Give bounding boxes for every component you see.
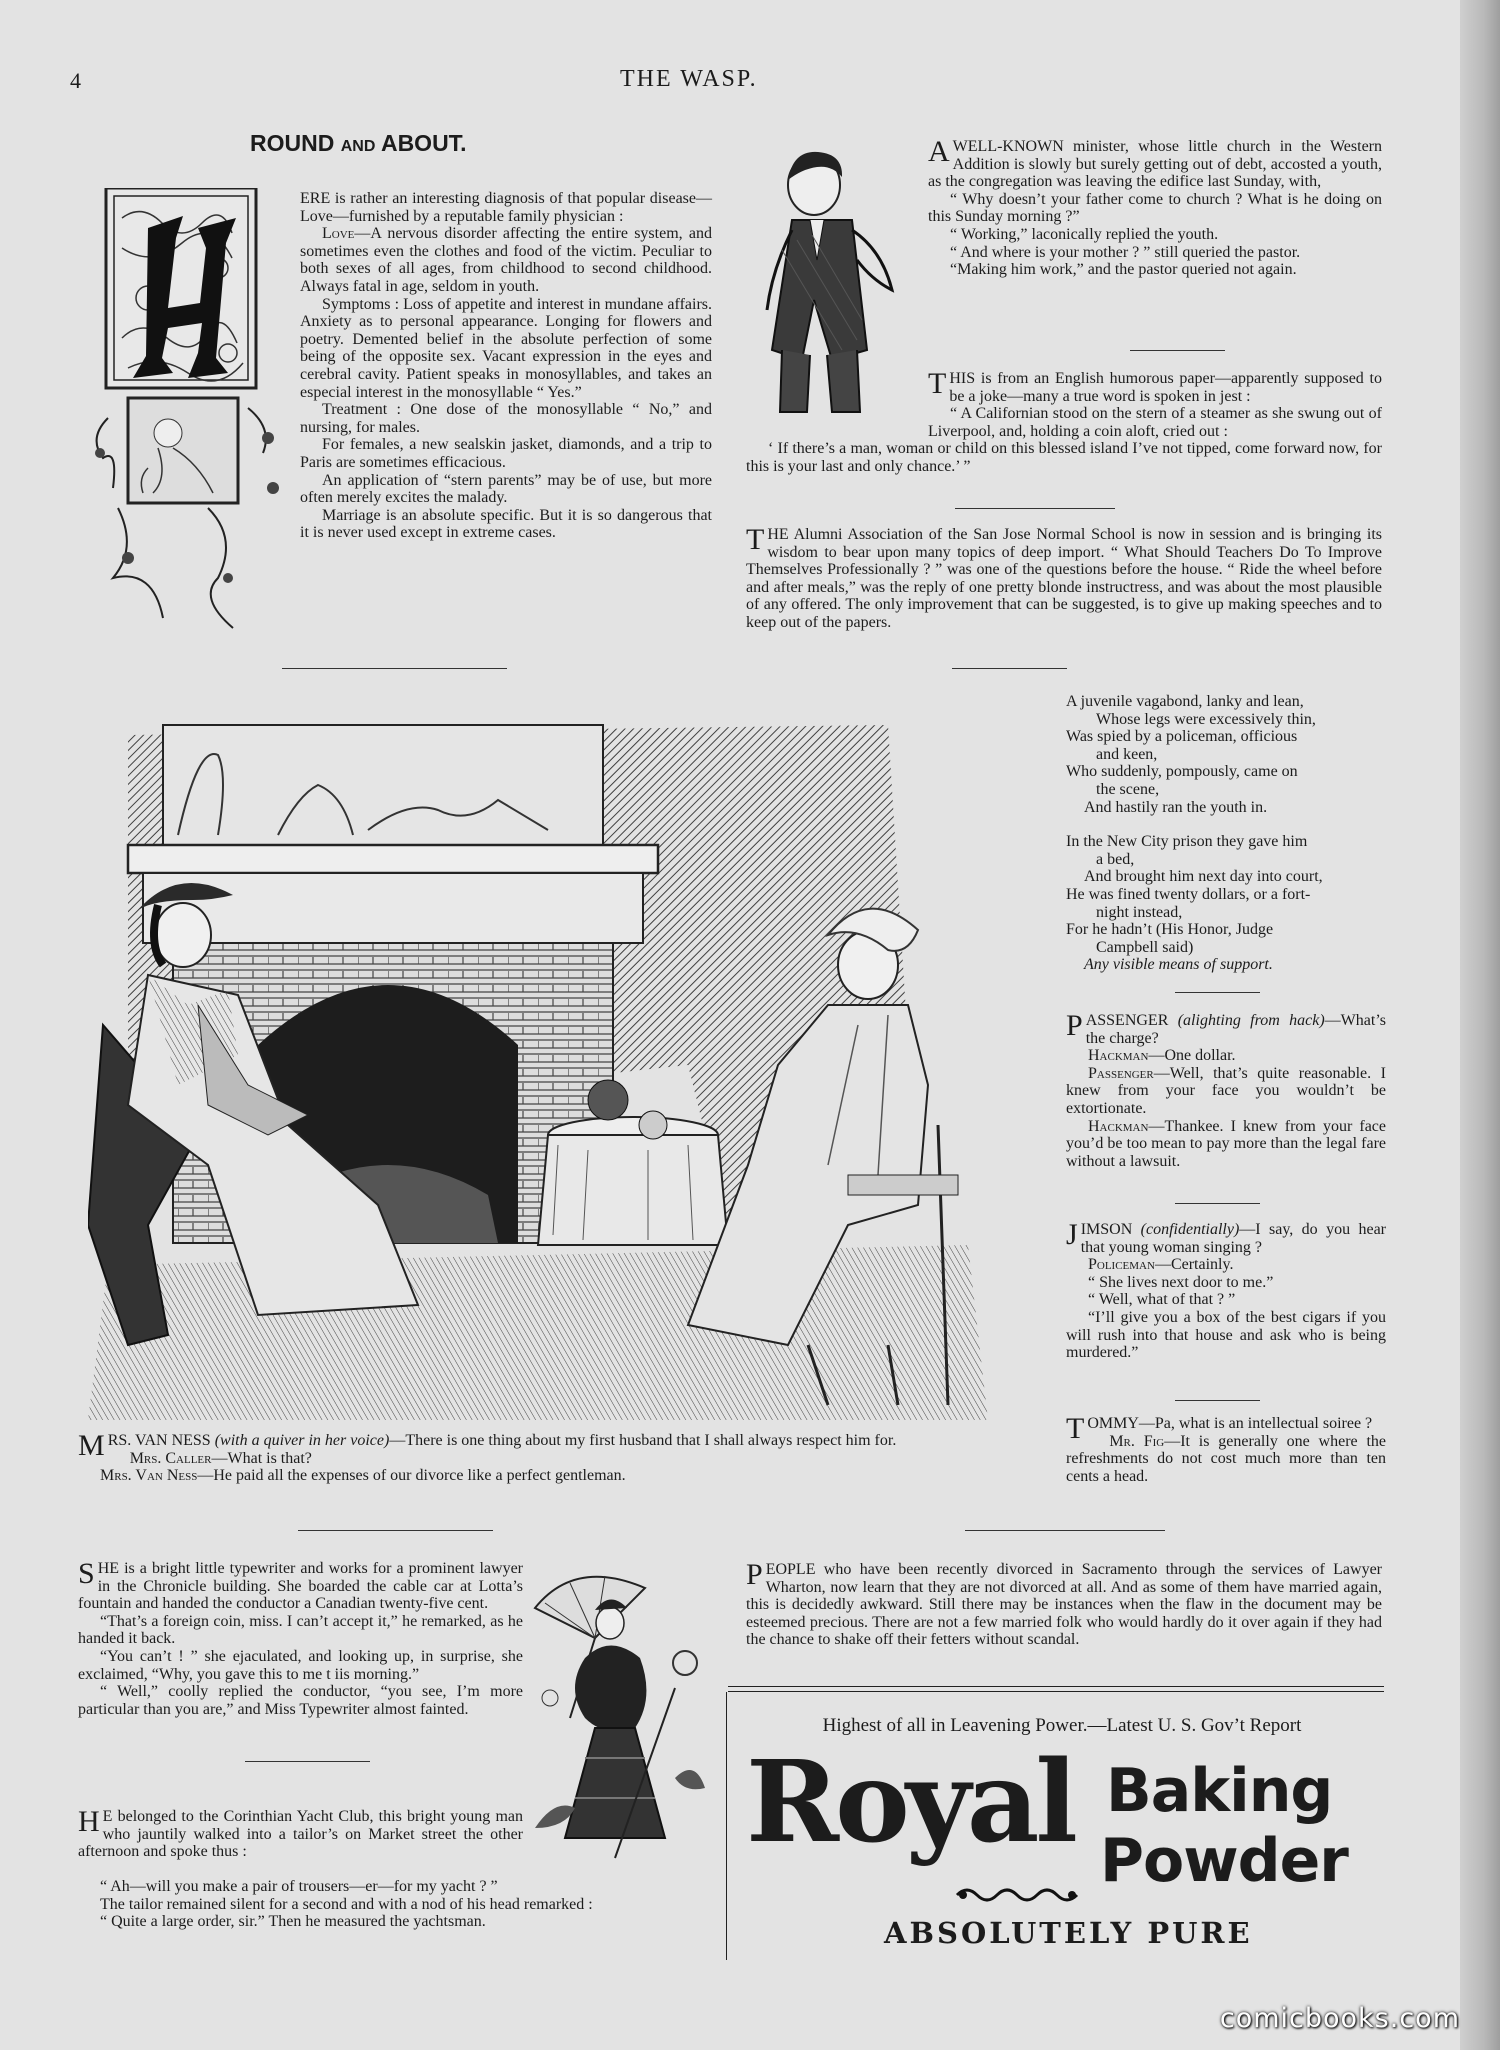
yacht-club-story bbox=[78, 1805, 523, 1861]
paragraph: “ Working,” laconically replied the youth. bbox=[950, 225, 1219, 243]
poem-line: For he hadn’t (His Honor, Judge bbox=[1066, 921, 1274, 939]
paragraph: PEOPLE who have been recently divorced in Sacramento through the services of Lawyer Wharton, now learn that they are not divorced at all. And as some of them have married again, this is decidedly awkward. Still there may be instances when the flaw in the document may be esteemed precious. There are not a few married folk who would hardly do it over again if they had the chance to shake off their fetters without scandal. bbox=[746, 1558, 1382, 1649]
section-title: ROUND AND ABOUT. bbox=[250, 130, 467, 156]
paragraph: “You can’t ! ” she ejaculated, and looking up, in surprise, she exclaimed, “Why, you gave this to me t iis morning.” bbox=[78, 1647, 523, 1683]
paragraph: Passenger—Well, that’s quite reasonable. I knew from your face you wouldn’t be extortionate. bbox=[1066, 1064, 1386, 1117]
paragraph: “ And where is your mother ? ” still queried the pastor. bbox=[950, 243, 1301, 261]
paragraph: Hackman—Thankee. I knew from your face you’d be too mean to pay more than the legal fare without a lawsuit. bbox=[1066, 1117, 1386, 1170]
poem-line: And brought him next day into court, bbox=[1084, 868, 1323, 886]
alumni-story bbox=[746, 523, 1382, 632]
divider bbox=[298, 1530, 493, 1531]
poem-line: night instead, bbox=[1096, 903, 1183, 921]
paragraph: Policeman—Certainly. bbox=[1088, 1256, 1234, 1274]
paragraph: JIMSON (confidentially)—I say, do you hear that young woman singing ? bbox=[1066, 1218, 1386, 1256]
round-and-about-text bbox=[300, 190, 712, 542]
yacht-club-story-cont bbox=[78, 1878, 713, 1931]
page-number: 4 bbox=[70, 68, 81, 93]
paragraph: “I’ll give you a box of the best cigars if you will rush into that house and ask who is being murdered.” bbox=[1066, 1308, 1386, 1362]
english-paper-story bbox=[746, 367, 1382, 476]
fireplace-parlor-illustration bbox=[88, 705, 1008, 1420]
lady-with-parasol-illustration bbox=[525, 1568, 715, 1863]
paragraph: Love—A nervous disorder affecting the entire system, and sometimes even the clothes and food of the victim. Peculiar to both sexes of all ages, from childhood to second childhood. Always fatal in age, seldom in youth. bbox=[300, 225, 712, 295]
page-edge bbox=[1460, 0, 1500, 2050]
illuminated-initial-h-icon bbox=[88, 188, 288, 638]
paragraph: “ Well, what of that ? ” bbox=[1088, 1291, 1236, 1309]
poem-line: Any visible means of support. bbox=[1084, 956, 1273, 974]
paragraph: “ Well,” coolly replied the conductor, “you see, I’m more particular than you are,” and Miss Typewriter almost fainted. bbox=[78, 1683, 523, 1718]
divider bbox=[1175, 1400, 1260, 1401]
ad-baking: Baking bbox=[1106, 1756, 1333, 1826]
typewriter-story bbox=[78, 1557, 523, 1718]
paragraph: “ Why doesn’t your father come to church ? What is he doing on this Sunday morning ?” bbox=[928, 190, 1382, 226]
paragraph: ERE is rather an interesting diagnosis of that popular disease—Love—furnished by a reputable family physician : bbox=[300, 190, 712, 225]
divider bbox=[955, 508, 1115, 509]
paragraph: Treatment : One dose of the monosyllable “ No,” and nursing, for males. bbox=[300, 401, 712, 436]
jimson-joke bbox=[1066, 1218, 1386, 1362]
paragraph: “That’s a foreign coin, miss. I can’t accept it,” he remarked, as he handed it back. bbox=[78, 1612, 523, 1648]
paragraph: Hackman—One dollar. bbox=[1088, 1047, 1236, 1065]
poem-line: Was spied by a policeman, officious bbox=[1066, 728, 1298, 746]
page-title: THE WASP. bbox=[620, 66, 758, 92]
divider bbox=[952, 668, 1067, 669]
divider bbox=[282, 668, 507, 669]
paragraph: Symptoms : Loss of appetite and interest in mundane affairs. Anxiety as to personal appearance. Longing for flowers and poetry. Demented belief in the absolute perfection of some being of the opposite sex. Vacant expression in the eyes and cerebral cavity. Patient speaks in monosyllables, and takes an especial interest in the monosyllable “ Yes.” bbox=[300, 295, 712, 401]
paragraph: “ Ah—will you make a pair of trousers—er—for my yacht ? ” bbox=[100, 1878, 498, 1895]
divider bbox=[245, 1761, 370, 1762]
poem-line: Campbell said) bbox=[1096, 938, 1194, 956]
paragraph: Mrs. Caller—What is that? bbox=[129, 1449, 312, 1467]
paragraph: PASSENGER (alighting from hack)—What’s the charge? bbox=[1066, 1009, 1386, 1047]
poem-line: Who suddenly, pompously, came on bbox=[1066, 763, 1298, 781]
paragraph: The tailor remained silent for a second and with a nod of his head remarked : bbox=[100, 1895, 593, 1913]
paragraph: MRS. VAN NESS (with a quiver in her voice)—There is one thing about my first husband that I shall always respect him for. bbox=[78, 1429, 897, 1462]
paragraph: SHE is a bright little typewriter and works for a prominent lawyer in the Chronicle building. She boarded the cable car at Lotta’s fountain and handed the conductor a Canadian twenty-five cent. bbox=[78, 1557, 523, 1613]
paragraph: “Making him work,” and the pastor queried not again. bbox=[950, 261, 1297, 279]
poem-line: and keen, bbox=[1096, 745, 1158, 763]
divider bbox=[965, 1530, 1165, 1531]
paragraph: “ She lives next door to me.” bbox=[1088, 1273, 1274, 1291]
watermark: comicbooks.com bbox=[1219, 2003, 1460, 2034]
paragraph: Mr. Fig—It is generally one where the refreshments do not cost much more than ten cents a head. bbox=[1066, 1432, 1386, 1485]
paragraph: AWELL-KNOWN minister, whose little church in the Western Addition is slowly but surely getting out of debt, accosted a youth, as the congregation was leaving the edifice last Sunday, with, bbox=[928, 135, 1382, 191]
paragraph: “ Quite a large order, sir.” Then he measured the yachtsman. bbox=[100, 1913, 486, 1931]
ornament-icon bbox=[955, 1885, 1080, 1905]
poem-line: a bed, bbox=[1096, 850, 1135, 868]
ad-top-rule bbox=[728, 1686, 1384, 1692]
van-ness-caption bbox=[78, 1429, 1053, 1485]
poem-line: He was fined twenty dollars, or a fort- bbox=[1066, 885, 1311, 903]
divider bbox=[1175, 1203, 1260, 1204]
tommy-joke bbox=[1066, 1412, 1386, 1485]
poem-line: A juvenile vagabond, lanky and lean, bbox=[1066, 693, 1304, 710]
poem-line: In the New City prison they gave him bbox=[1066, 833, 1308, 851]
paragraph: Mrs. Van Ness—He paid all the expenses of our divorce like a perfect gentleman. bbox=[100, 1467, 626, 1485]
paragraph: Marriage is an absolute specific. But it is so dangerous that it is never used except in extreme cases. bbox=[300, 506, 712, 542]
ad-left-rule bbox=[726, 1692, 727, 1960]
poem-line: Whose legs were excessively thin, bbox=[1096, 710, 1316, 728]
poem-line: the scene, bbox=[1096, 780, 1160, 798]
paragraph: An application of “stern parents” may be of use, but more often merely excites the malady. bbox=[300, 471, 712, 507]
ad-absolutely-pure: ABSOLUTELY PURE bbox=[884, 1916, 1253, 1950]
poem-line: And hastily ran the youth in. bbox=[1084, 798, 1268, 816]
paragraph: THE Alumni Association of the San Jose Normal School is now in session and is bringing its wisdom to bear upon many topics of deep import. “ What Should Teachers Do To Improve Themselves Professionally ? ” was one of the questions before the house. “ Ride the wheel before and after meals,” was the reply of one pretty blonde instructress, and was about the most plausible of any offered. The only improvement that can be suggested, is to give up making speeches and to keep out of the papers. bbox=[746, 523, 1382, 631]
ad-powder: Powder bbox=[1100, 1826, 1348, 1896]
divider bbox=[1175, 992, 1260, 993]
paragraph: “ A Californian stood on the stern of a steamer as she swung out of Liverpool, and, holding a coin aloft, cried out : bbox=[928, 405, 1382, 440]
paragraph: TOMMY—Pa, what is an intellectual soiree ? bbox=[1066, 1412, 1373, 1445]
passenger-hackman-joke bbox=[1066, 1009, 1386, 1170]
paragraph: H E belonged to the Corinthian Yacht Club, this bright young man who jauntily walked into a tailor’s on Market street the other afternoon and spoke thus : bbox=[78, 1805, 523, 1861]
ad-tagline: Highest of all in Leavening Power.—Latest U. S. Gov’t Report bbox=[822, 1715, 1302, 1736]
paragraph: ‘ If there’s a man, woman or child on this blessed island I’ve not tipped, come forward now, for this is your last and only chance.’ ” bbox=[746, 440, 1382, 475]
paragraph: For females, a new sealskin jasket, diamonds, and a trip to Paris are sometimes efficacious. bbox=[300, 436, 712, 471]
paragraph: THIS is from an English humorous paper—apparently supposed to be a joke—many a true word is spoken in jest : bbox=[928, 367, 1382, 405]
divider bbox=[1130, 350, 1225, 351]
minister-story bbox=[928, 135, 1382, 279]
ad-brand-royal: Royal bbox=[746, 1737, 1074, 1868]
vagabond-poem bbox=[1066, 693, 1386, 974]
sacramento-divorce-story bbox=[746, 1558, 1382, 1649]
